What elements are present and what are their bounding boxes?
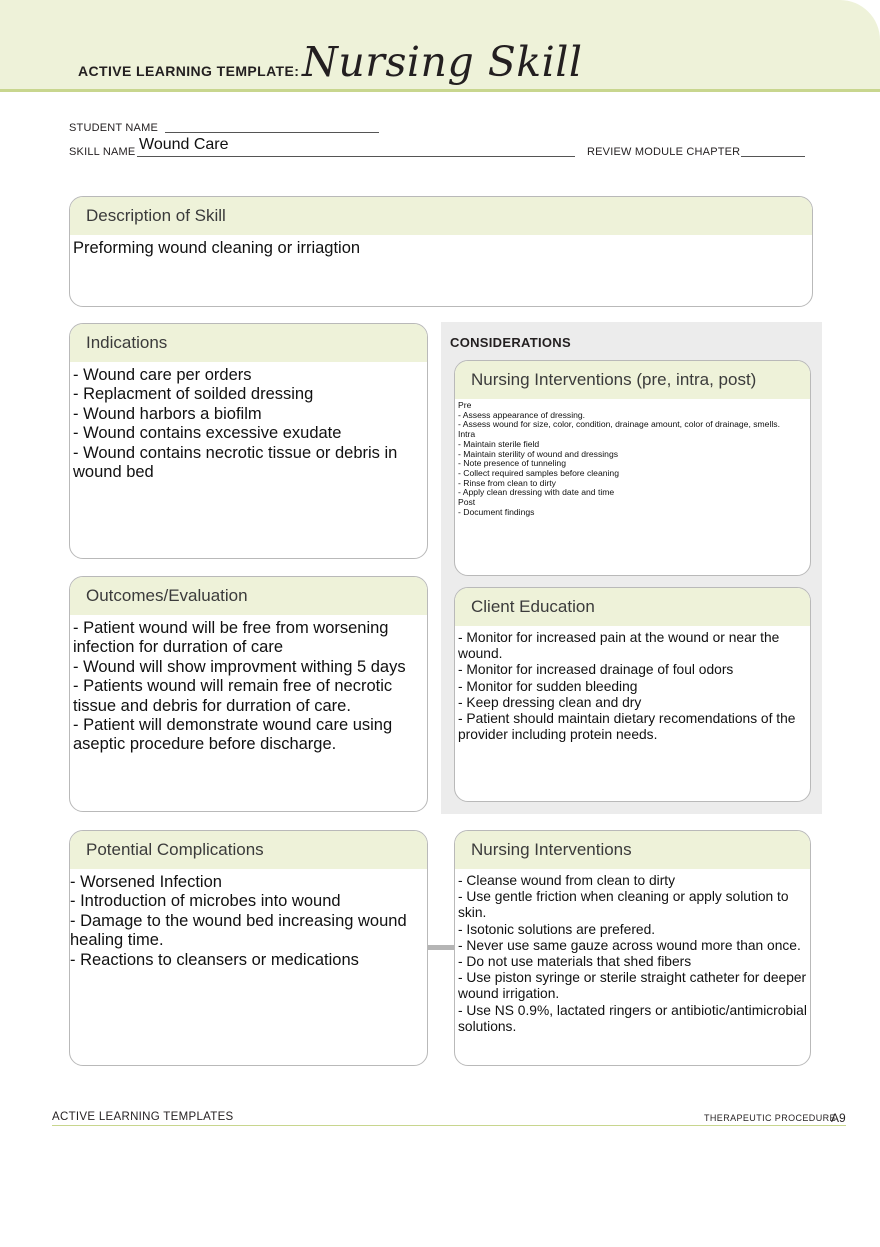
list-item: - Isotonic solutions are prefered. (458, 921, 656, 937)
list-item: - Patient should maintain dietary recomendations of the provider including protein needs. (458, 711, 796, 743)
complications-body[interactable] (70, 869, 427, 974)
indications-heading: Indications (70, 324, 427, 362)
description-line: Preforming wound cleaning or irriagtion (73, 239, 361, 257)
footer-page-code: A9 (831, 1111, 846, 1125)
list-item: Pre (458, 400, 472, 410)
nursing-interventions-pip-body[interactable] (455, 399, 810, 521)
nursing-interventions-body[interactable] (455, 869, 810, 1039)
list-item: - Wound harbors a biofilm (73, 404, 262, 423)
nursing-interventions-pip-box (454, 360, 811, 576)
footer-left-label: ACTIVE LEARNING TEMPLATES (52, 1111, 234, 1123)
list-item: - Use NS 0.9%, lactated ringers or antibiotic/antimicrobial solutions. (458, 1002, 807, 1034)
list-item: - Wound will show improvment withing 5 days (73, 657, 406, 676)
description-heading: Description of Skill (70, 197, 812, 235)
list-item: - Use piston syringe or sterile straight catheter for deeper wound irrigation. (458, 970, 807, 1002)
list-item: - Maintain sterility of wound and dressings (458, 448, 619, 459)
outcomes-box (69, 576, 428, 812)
template-prefix: ACTIVE LEARNING TEMPLATE: (78, 63, 300, 79)
client-education-box (454, 587, 811, 802)
list-item: - Patient wound will be free from worsening infection for durration of care (73, 619, 389, 657)
description-body[interactable] (70, 235, 812, 262)
template-header (0, 0, 880, 92)
student-name-field[interactable] (165, 132, 379, 133)
nursing-interventions-pip-heading: Nursing Interventions (pre, intra, post) (455, 361, 810, 399)
skill-name-label: SKILL NAME (69, 146, 136, 158)
template-title: Nursing Skill (302, 38, 583, 86)
list-item: - Cleanse wound from clean to dirty (458, 873, 676, 888)
review-module-label: REVIEW MODULE CHAPTER (587, 146, 741, 158)
list-item: - Reactions to cleansers or medications (70, 950, 359, 969)
list-item: - Wound contains excessive exudate (73, 424, 342, 443)
complications-heading: Potential Complications (70, 831, 427, 869)
review-module-field[interactable] (741, 156, 805, 157)
list-item: Post (458, 497, 476, 508)
list-item: - Note presence of tunneling (458, 458, 566, 469)
list-item: Intra (458, 429, 476, 440)
list-item: - Patient will demonstrate wound care using aseptic procedure before discharge. (73, 716, 393, 754)
client-education-heading: Client Education (455, 588, 810, 626)
client-education-body[interactable] (455, 626, 810, 747)
list-item: - Monitor for increased drainage of foul odors (458, 662, 734, 678)
list-item: - Monitor for sudden bleeding (458, 678, 638, 694)
list-item: - Keep dressing clean and dry (458, 694, 642, 710)
nursing-interventions-heading: Nursing Interventions (455, 831, 810, 869)
list-item: - Wound contains necrotic tissue or debris in wound bed (73, 443, 398, 482)
list-item: - Never use same gauze across wound more than once. (458, 937, 801, 953)
connector-bar (428, 945, 454, 950)
list-item: - Replacment of soilded dressing (73, 385, 314, 404)
list-item: - Introduction of microbes into wound (70, 892, 341, 911)
list-item: - Use gentle friction when cleaning or apply solution to skin. (458, 889, 789, 921)
list-item: - Apply clean dressing with date and time (458, 487, 615, 498)
skill-name-value: Wound Care (139, 136, 229, 153)
complications-box (69, 830, 428, 1066)
list-item: - Monitor for increased pain at the wound or near the wound. (458, 630, 780, 662)
list-item: - Rinse from clean to dirty (458, 477, 556, 488)
considerations-label: CONSIDERATIONS (450, 335, 571, 350)
list-item: - Worsened Infection (70, 873, 222, 891)
skill-name-field[interactable] (137, 156, 575, 157)
list-item: - Wound care per orders (73, 366, 252, 384)
list-item: - Collect required samples before cleaning (458, 467, 619, 478)
list-item: - Damage to the wound bed increasing wound healing time. (70, 911, 407, 950)
list-item: - Do not use materials that shed fibers (458, 954, 692, 970)
student-name-label: STUDENT NAME (69, 122, 158, 134)
list-item: - Maintain sterile field (458, 438, 540, 449)
list-item: - Assess appearance of dressing. (458, 409, 586, 420)
list-item: - Assess wound for size, color, condition, drainage amount, color of drainage, smells. (458, 419, 780, 430)
outcomes-heading: Outcomes/Evaluation (70, 577, 427, 615)
description-box (69, 196, 813, 307)
outcomes-body[interactable] (70, 615, 427, 759)
footer-divider (52, 1125, 846, 1126)
nursing-interventions-box (454, 830, 811, 1066)
footer-right-label: THERAPEUTIC PROCEDURE (704, 1113, 836, 1123)
indications-body[interactable] (70, 362, 427, 486)
list-item: - Patients wound will remain free of necrotic tissue and debris for durration of care. (73, 677, 393, 715)
list-item: - Document findings (458, 506, 535, 517)
indications-box (69, 323, 428, 559)
